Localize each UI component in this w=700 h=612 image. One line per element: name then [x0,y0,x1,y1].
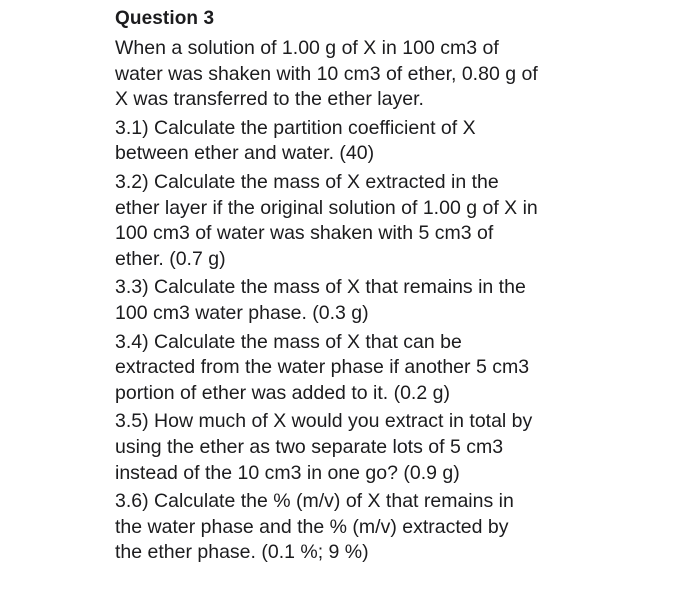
question-part-3-5: 3.5) How much of X would you extract in total by using the ether as two separate lots of 5 cm3 instead of the 10 cm3 in one go? (0.9 g) [115,410,533,484]
question-document [115,6,675,569]
question-title: Question 3 [115,8,215,29]
question-part-3-3: 3.3) Calculate the mass of X that remains in the 100 cm3 water phase. (0.3 g) [115,276,526,324]
question-part-3-4: 3.4) Calculate the mass of X that can be extracted from the water phase if another 5 cm3 portion of ether was added to it. (0.2 g) [115,330,530,404]
question-part-3-6: 3.6) Calculate the % (m/v) of X that remains in the water phase and the % (m/v) extracted by the ether phase. (0.1 %; 9 %) [115,490,514,564]
question-intro: When a solution of 1.00 g of X in 100 cm3 of water was shaken with 10 cm3 of ether, 0.80 g of X was transferred to the ether layer. [115,37,538,111]
question-part-3-1: 3.1) Calculate the partition coefficient of X between ether and water. (40) [115,116,476,165]
question-part-3-2: 3.2) Calculate the mass of X extracted in the ether layer if the original solution of 1.00 g of X in 100 cm3 of water was shaken with 5 cm3 of ether. (0.7 g) [115,170,538,270]
